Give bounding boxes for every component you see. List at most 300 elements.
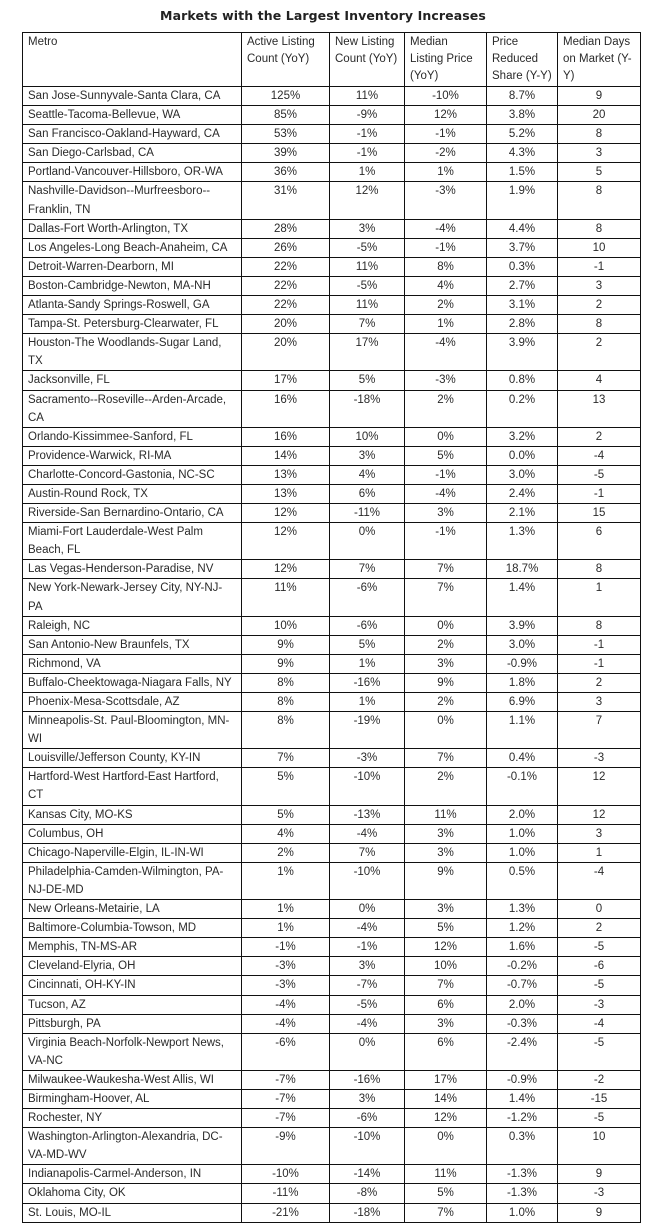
active-listing-count-cell: 125% <box>242 87 330 106</box>
median-listing-price-cell: 7% <box>405 579 487 616</box>
median-days-on-market-cell: 7 <box>558 712 641 749</box>
metro-cell: Milwaukee-Waukesha-West Allis, WI <box>23 1070 242 1089</box>
active-listing-count-cell: 12% <box>242 523 330 560</box>
median-days-on-market-cell: 6 <box>558 523 641 560</box>
new-listing-count-cell: 11% <box>330 296 405 315</box>
table-row <box>23 446 641 465</box>
new-listing-count-cell: -4% <box>330 1014 405 1033</box>
metro-cell: Columbus, OH <box>23 824 242 843</box>
metro-cell: Orlando-Kissimmee-Sanford, FL <box>23 427 242 446</box>
active-listing-count-cell: 4% <box>242 824 330 843</box>
metro-cell: Rochester, NY <box>23 1109 242 1128</box>
median-listing-price-cell: -1% <box>405 238 487 257</box>
price-reduced-share-cell: 3.0% <box>487 465 558 484</box>
median-listing-price-cell: 7% <box>405 749 487 768</box>
price-reduced-share-cell: 1.9% <box>487 182 558 219</box>
price-reduced-share-cell: 0.5% <box>487 862 558 899</box>
metro-cell: Baltimore-Columbia-Towson, MD <box>23 919 242 938</box>
new-listing-count-cell: -11% <box>330 504 405 523</box>
median-days-on-market-cell: -5 <box>558 976 641 995</box>
median-days-on-market-cell: -2 <box>558 1070 641 1089</box>
median-days-on-market-cell: 15 <box>558 504 641 523</box>
active-listing-count-cell: 13% <box>242 465 330 484</box>
metro-cell: Tampa-St. Petersburg-Clearwater, FL <box>23 315 242 334</box>
median-listing-price-cell: -1% <box>405 465 487 484</box>
metro-cell: Birmingham-Hoover, AL <box>23 1089 242 1108</box>
new-listing-count-cell: 3% <box>330 219 405 238</box>
active-listing-count-cell: 5% <box>242 805 330 824</box>
active-listing-count-cell: 1% <box>242 900 330 919</box>
active-listing-count-cell: 16% <box>242 427 330 446</box>
median-days-on-market-cell: -5 <box>558 465 641 484</box>
active-listing-count-cell: 36% <box>242 163 330 182</box>
table-row <box>23 579 641 616</box>
table-row <box>23 1089 641 1108</box>
median-listing-price-cell: 5% <box>405 1184 487 1203</box>
median-days-on-market-cell: -5 <box>558 938 641 957</box>
price-reduced-share-cell: 0.4% <box>487 749 558 768</box>
price-reduced-share-cell: -0.9% <box>487 1070 558 1089</box>
active-listing-count-cell: 9% <box>242 635 330 654</box>
new-listing-count-cell: 7% <box>330 315 405 334</box>
median-days-on-market-cell: 10 <box>558 1128 641 1165</box>
price-reduced-share-cell: 4.3% <box>487 144 558 163</box>
median-days-on-market-cell: 2 <box>558 673 641 692</box>
price-reduced-share-cell: -1.3% <box>487 1184 558 1203</box>
table-row <box>23 182 641 219</box>
metro-cell: Providence-Warwick, RI-MA <box>23 446 242 465</box>
metro-cell: Cincinnati, OH-KY-IN <box>23 976 242 995</box>
table-row <box>23 900 641 919</box>
new-listing-count-cell: -3% <box>330 749 405 768</box>
median-listing-price-cell: 5% <box>405 446 487 465</box>
new-listing-count-cell: -1% <box>330 125 405 144</box>
new-listing-count-cell: 7% <box>330 560 405 579</box>
table-body <box>23 87 641 1223</box>
active-listing-count-cell: 31% <box>242 182 330 219</box>
new-listing-count-cell: -6% <box>330 579 405 616</box>
table-row <box>23 862 641 899</box>
table-row <box>23 712 641 749</box>
price-reduced-share-cell: 1.5% <box>487 163 558 182</box>
median-days-on-market-cell: -3 <box>558 1184 641 1203</box>
median-listing-price-cell: 12% <box>405 106 487 125</box>
median-listing-price-cell: 10% <box>405 957 487 976</box>
median-days-on-market-cell: -4 <box>558 1014 641 1033</box>
median-listing-price-cell: 8% <box>405 257 487 276</box>
metro-cell: Memphis, TN-MS-AR <box>23 938 242 957</box>
metro-cell: Buffalo-Cheektowaga-Niagara Falls, NY <box>23 673 242 692</box>
median-listing-price-cell: -10% <box>405 87 487 106</box>
active-listing-count-cell: -11% <box>242 1184 330 1203</box>
price-reduced-share-cell: 1.2% <box>487 919 558 938</box>
median-days-on-market-cell: 12 <box>558 805 641 824</box>
median-days-on-market-cell: 3 <box>558 824 641 843</box>
median-days-on-market-cell: -3 <box>558 995 641 1014</box>
median-days-on-market-cell: -1 <box>558 484 641 503</box>
metro-cell: Hartford-West Hartford-East Hartford, CT <box>23 768 242 805</box>
table-row <box>23 1128 641 1165</box>
new-listing-count-cell: -5% <box>330 238 405 257</box>
new-listing-count-cell: 12% <box>330 182 405 219</box>
new-listing-count-cell: -16% <box>330 1070 405 1089</box>
median-days-on-market-cell: -3 <box>558 749 641 768</box>
median-days-on-market-cell: 8 <box>558 560 641 579</box>
median-days-on-market-cell: -15 <box>558 1089 641 1108</box>
price-reduced-share-cell: 1.0% <box>487 1203 558 1222</box>
table-row <box>23 465 641 484</box>
new-listing-count-cell: 1% <box>330 693 405 712</box>
price-reduced-share-cell: 0.3% <box>487 257 558 276</box>
active-listing-count-cell: -1% <box>242 938 330 957</box>
active-listing-count-cell: 20% <box>242 315 330 334</box>
active-listing-count-cell: 22% <box>242 257 330 276</box>
header-price-reduced-share: Price Reduced Share (Y-Y) <box>487 33 558 87</box>
median-listing-price-cell: 3% <box>405 1014 487 1033</box>
price-reduced-share-cell: -1.2% <box>487 1109 558 1128</box>
metro-cell: Los Angeles-Long Beach-Anaheim, CA <box>23 238 242 257</box>
price-reduced-share-cell: 1.8% <box>487 673 558 692</box>
median-listing-price-cell: 1% <box>405 315 487 334</box>
active-listing-count-cell: -7% <box>242 1089 330 1108</box>
median-days-on-market-cell: 3 <box>558 144 641 163</box>
new-listing-count-cell: -1% <box>330 938 405 957</box>
median-days-on-market-cell: 4 <box>558 371 641 390</box>
table-row <box>23 749 641 768</box>
header-median-listing-price: Median Listing Price (YoY) <box>405 33 487 87</box>
price-reduced-share-cell: -2.4% <box>487 1033 558 1070</box>
price-reduced-share-cell: -0.1% <box>487 768 558 805</box>
median-listing-price-cell: 11% <box>405 1165 487 1184</box>
new-listing-count-cell: -4% <box>330 919 405 938</box>
table-row <box>23 560 641 579</box>
active-listing-count-cell: 11% <box>242 579 330 616</box>
table-row <box>23 219 641 238</box>
price-reduced-share-cell: 2.0% <box>487 995 558 1014</box>
median-listing-price-cell: 4% <box>405 276 487 295</box>
table-row <box>23 371 641 390</box>
table-row <box>23 276 641 295</box>
median-days-on-market-cell: -4 <box>558 862 641 899</box>
metro-cell: Raleigh, NC <box>23 616 242 635</box>
new-listing-count-cell: -13% <box>330 805 405 824</box>
table-row <box>23 957 641 976</box>
new-listing-count-cell: -4% <box>330 824 405 843</box>
new-listing-count-cell: -5% <box>330 995 405 1014</box>
metro-cell: Philadelphia-Camden-Wilmington, PA-NJ-DE-MD <box>23 862 242 899</box>
active-listing-count-cell: 8% <box>242 673 330 692</box>
table-row <box>23 1109 641 1128</box>
new-listing-count-cell: -8% <box>330 1184 405 1203</box>
table-row <box>23 635 641 654</box>
metro-cell: Nashville-Davidson--Murfreesboro--Franklin, TN <box>23 182 242 219</box>
table-row <box>23 125 641 144</box>
active-listing-count-cell: 39% <box>242 144 330 163</box>
new-listing-count-cell: -7% <box>330 976 405 995</box>
median-listing-price-cell: 2% <box>405 635 487 654</box>
table-row <box>23 1070 641 1089</box>
median-listing-price-cell: 0% <box>405 427 487 446</box>
price-reduced-share-cell: -0.2% <box>487 957 558 976</box>
median-days-on-market-cell: 3 <box>558 693 641 712</box>
median-listing-price-cell: 2% <box>405 693 487 712</box>
price-reduced-share-cell: 1.3% <box>487 900 558 919</box>
median-days-on-market-cell: -1 <box>558 257 641 276</box>
median-days-on-market-cell: -5 <box>558 1109 641 1128</box>
header-metro: Metro <box>23 33 242 87</box>
median-listing-price-cell: 1% <box>405 163 487 182</box>
active-listing-count-cell: 10% <box>242 616 330 635</box>
new-listing-count-cell: 3% <box>330 957 405 976</box>
table-row <box>23 1165 641 1184</box>
active-listing-count-cell: -4% <box>242 1014 330 1033</box>
median-listing-price-cell: -4% <box>405 484 487 503</box>
price-reduced-share-cell: 3.7% <box>487 238 558 257</box>
price-reduced-share-cell: 2.1% <box>487 504 558 523</box>
price-reduced-share-cell: 2.0% <box>487 805 558 824</box>
active-listing-count-cell: 1% <box>242 862 330 899</box>
active-listing-count-cell: -10% <box>242 1165 330 1184</box>
active-listing-count-cell: -4% <box>242 995 330 1014</box>
price-reduced-share-cell: 1.0% <box>487 843 558 862</box>
median-days-on-market-cell: 2 <box>558 296 641 315</box>
metro-cell: Washington-Arlington-Alexandria, DC-VA-MD-WV <box>23 1128 242 1165</box>
median-days-on-market-cell: 5 <box>558 163 641 182</box>
new-listing-count-cell: -1% <box>330 144 405 163</box>
metro-cell: Pittsburgh, PA <box>23 1014 242 1033</box>
metro-cell: Cleveland-Elyria, OH <box>23 957 242 976</box>
median-days-on-market-cell: -1 <box>558 635 641 654</box>
median-listing-price-cell: 5% <box>405 919 487 938</box>
active-listing-count-cell: 85% <box>242 106 330 125</box>
new-listing-count-cell: 11% <box>330 257 405 276</box>
new-listing-count-cell: -10% <box>330 862 405 899</box>
price-reduced-share-cell: 2.7% <box>487 276 558 295</box>
median-days-on-market-cell: -5 <box>558 1033 641 1070</box>
median-days-on-market-cell: 13 <box>558 390 641 427</box>
metro-cell: Seattle-Tacoma-Bellevue, WA <box>23 106 242 125</box>
table-row <box>23 938 641 957</box>
median-days-on-market-cell: 2 <box>558 919 641 938</box>
metro-cell: Indianapolis-Carmel-Anderson, IN <box>23 1165 242 1184</box>
header-new-listing-count: New Listing Count (YoY) <box>330 33 405 87</box>
metro-cell: San Antonio-New Braunfels, TX <box>23 635 242 654</box>
median-days-on-market-cell: -6 <box>558 957 641 976</box>
table-row <box>23 87 641 106</box>
price-reduced-share-cell: 3.9% <box>487 616 558 635</box>
median-days-on-market-cell: 2 <box>558 334 641 371</box>
median-listing-price-cell: -4% <box>405 334 487 371</box>
table-row <box>23 843 641 862</box>
table-row <box>23 616 641 635</box>
active-listing-count-cell: -7% <box>242 1070 330 1089</box>
table-row <box>23 334 641 371</box>
price-reduced-share-cell: 0.2% <box>487 390 558 427</box>
new-listing-count-cell: 0% <box>330 523 405 560</box>
new-listing-count-cell: -16% <box>330 673 405 692</box>
median-days-on-market-cell: 12 <box>558 768 641 805</box>
metro-cell: Tucson, AZ <box>23 995 242 1014</box>
table-row <box>23 296 641 315</box>
median-listing-price-cell: 7% <box>405 560 487 579</box>
table-row <box>23 824 641 843</box>
new-listing-count-cell: -6% <box>330 1109 405 1128</box>
new-listing-count-cell: -10% <box>330 768 405 805</box>
metro-cell: Portland-Vancouver-Hillsboro, OR-WA <box>23 163 242 182</box>
median-listing-price-cell: 3% <box>405 843 487 862</box>
active-listing-count-cell: -21% <box>242 1203 330 1222</box>
price-reduced-share-cell: 5.2% <box>487 125 558 144</box>
metro-cell: San Jose-Sunnyvale-Santa Clara, CA <box>23 87 242 106</box>
new-listing-count-cell: 6% <box>330 484 405 503</box>
active-listing-count-cell: 28% <box>242 219 330 238</box>
median-days-on-market-cell: 9 <box>558 1165 641 1184</box>
median-listing-price-cell: 7% <box>405 976 487 995</box>
median-listing-price-cell: 9% <box>405 862 487 899</box>
metro-cell: Sacramento--Roseville--Arden-Arcade, CA <box>23 390 242 427</box>
price-reduced-share-cell: 1.0% <box>487 824 558 843</box>
price-reduced-share-cell: -0.3% <box>487 1014 558 1033</box>
active-listing-count-cell: 20% <box>242 334 330 371</box>
table-title: Markets with the Largest Inventory Increases <box>160 8 486 23</box>
metro-cell: Minneapolis-St. Paul-Bloomington, MN-WI <box>23 712 242 749</box>
active-listing-count-cell: 1% <box>242 919 330 938</box>
active-listing-count-cell: 17% <box>242 371 330 390</box>
new-listing-count-cell: 7% <box>330 843 405 862</box>
metro-cell: Riverside-San Bernardino-Ontario, CA <box>23 504 242 523</box>
median-listing-price-cell: 0% <box>405 712 487 749</box>
metro-cell: New Orleans-Metairie, LA <box>23 900 242 919</box>
active-listing-count-cell: 22% <box>242 276 330 295</box>
active-listing-count-cell: 53% <box>242 125 330 144</box>
new-listing-count-cell: 3% <box>330 446 405 465</box>
median-listing-price-cell: 0% <box>405 616 487 635</box>
active-listing-count-cell: -7% <box>242 1109 330 1128</box>
median-listing-price-cell: 2% <box>405 296 487 315</box>
median-listing-price-cell: -2% <box>405 144 487 163</box>
median-days-on-market-cell: 20 <box>558 106 641 125</box>
median-listing-price-cell: 0% <box>405 1128 487 1165</box>
price-reduced-share-cell: 3.8% <box>487 106 558 125</box>
median-listing-price-cell: 12% <box>405 1109 487 1128</box>
metro-cell: Jacksonville, FL <box>23 371 242 390</box>
active-listing-count-cell: 12% <box>242 560 330 579</box>
new-listing-count-cell: -10% <box>330 1128 405 1165</box>
price-reduced-share-cell: -0.7% <box>487 976 558 995</box>
price-reduced-share-cell: 6.9% <box>487 693 558 712</box>
table-header-row <box>23 33 641 87</box>
active-listing-count-cell: -3% <box>242 957 330 976</box>
table-row <box>23 163 641 182</box>
new-listing-count-cell: 11% <box>330 87 405 106</box>
new-listing-count-cell: -6% <box>330 616 405 635</box>
metro-cell: St. Louis, MO-IL <box>23 1203 242 1222</box>
new-listing-count-cell: -19% <box>330 712 405 749</box>
median-days-on-market-cell: 0 <box>558 900 641 919</box>
metro-cell: Richmond, VA <box>23 654 242 673</box>
price-reduced-share-cell: 3.1% <box>487 296 558 315</box>
new-listing-count-cell: 5% <box>330 635 405 654</box>
table-row <box>23 919 641 938</box>
median-listing-price-cell: 2% <box>405 390 487 427</box>
table-row <box>23 390 641 427</box>
price-reduced-share-cell: 1.6% <box>487 938 558 957</box>
price-reduced-share-cell: 8.7% <box>487 87 558 106</box>
median-listing-price-cell: -3% <box>405 371 487 390</box>
metro-cell: Austin-Round Rock, TX <box>23 484 242 503</box>
active-listing-count-cell: 5% <box>242 768 330 805</box>
header-median-days-on-market: Median Days on Market (Y-Y) <box>558 33 641 87</box>
median-days-on-market-cell: 1 <box>558 579 641 616</box>
price-reduced-share-cell: 1.3% <box>487 523 558 560</box>
metro-cell: Dallas-Fort Worth-Arlington, TX <box>23 219 242 238</box>
active-listing-count-cell: 14% <box>242 446 330 465</box>
median-days-on-market-cell: 8 <box>558 219 641 238</box>
median-days-on-market-cell: 8 <box>558 616 641 635</box>
metro-cell: Virginia Beach-Norfolk-Newport News, VA-NC <box>23 1033 242 1070</box>
median-days-on-market-cell: -1 <box>558 654 641 673</box>
metro-cell: San Francisco-Oakland-Hayward, CA <box>23 125 242 144</box>
table-row <box>23 654 641 673</box>
median-listing-price-cell: 9% <box>405 673 487 692</box>
active-listing-count-cell: -3% <box>242 976 330 995</box>
median-days-on-market-cell: 9 <box>558 87 641 106</box>
price-reduced-share-cell: 2.4% <box>487 484 558 503</box>
price-reduced-share-cell: -0.9% <box>487 654 558 673</box>
table-row <box>23 995 641 1014</box>
active-listing-count-cell: 2% <box>242 843 330 862</box>
table-row <box>23 106 641 125</box>
metro-cell: New York-Newark-Jersey City, NY-NJ-PA <box>23 579 242 616</box>
inventory-table <box>22 32 641 1223</box>
metro-cell: Boston-Cambridge-Newton, MA-NH <box>23 276 242 295</box>
table-row <box>23 1184 641 1203</box>
active-listing-count-cell: 8% <box>242 712 330 749</box>
median-listing-price-cell: 3% <box>405 900 487 919</box>
median-listing-price-cell: 6% <box>405 995 487 1014</box>
active-listing-count-cell: 8% <box>242 693 330 712</box>
new-listing-count-cell: 3% <box>330 1089 405 1108</box>
active-listing-count-cell: 7% <box>242 749 330 768</box>
active-listing-count-cell: 13% <box>242 484 330 503</box>
table-row <box>23 1203 641 1222</box>
metro-cell: Chicago-Naperville-Elgin, IL-IN-WI <box>23 843 242 862</box>
median-listing-price-cell: -1% <box>405 125 487 144</box>
price-reduced-share-cell: 0.8% <box>487 371 558 390</box>
table-row <box>23 257 641 276</box>
metro-cell: Charlotte-Concord-Gastonia, NC-SC <box>23 465 242 484</box>
metro-cell: Miami-Fort Lauderdale-West Palm Beach, FL <box>23 523 242 560</box>
price-reduced-share-cell: 1.4% <box>487 1089 558 1108</box>
new-listing-count-cell: 5% <box>330 371 405 390</box>
median-days-on-market-cell: -4 <box>558 446 641 465</box>
price-reduced-share-cell: 0.3% <box>487 1128 558 1165</box>
table-row <box>23 144 641 163</box>
metro-cell: Phoenix-Mesa-Scottsdale, AZ <box>23 693 242 712</box>
metro-cell: San Diego-Carlsbad, CA <box>23 144 242 163</box>
new-listing-count-cell: 1% <box>330 654 405 673</box>
new-listing-count-cell: 0% <box>330 900 405 919</box>
price-reduced-share-cell: 3.0% <box>487 635 558 654</box>
price-reduced-share-cell: -1.3% <box>487 1165 558 1184</box>
active-listing-count-cell: 16% <box>242 390 330 427</box>
median-listing-price-cell: 3% <box>405 654 487 673</box>
median-days-on-market-cell: 8 <box>558 315 641 334</box>
median-days-on-market-cell: 8 <box>558 125 641 144</box>
active-listing-count-cell: 9% <box>242 654 330 673</box>
new-listing-count-cell: -18% <box>330 1203 405 1222</box>
table-row <box>23 1033 641 1070</box>
